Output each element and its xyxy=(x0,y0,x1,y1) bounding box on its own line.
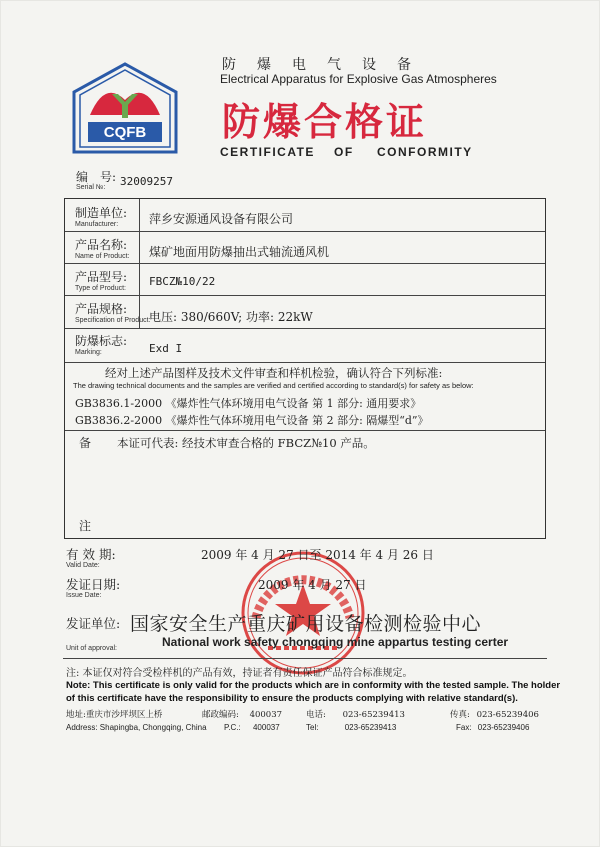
approval-unit-cn: 国家安全生产重庆矿用设备检测检验中心 xyxy=(130,613,482,635)
cert-word-2: OF xyxy=(334,145,354,159)
serial-value: 32009257 xyxy=(120,175,173,188)
standard-2: GB3836.2-2000 《爆炸性气体环境用电气设备 第 2 部分: 隔爆型“d”》 xyxy=(75,414,429,427)
postcode-cn: 邮政编码: 400037 xyxy=(202,710,283,720)
approval-label: 发证单位: xyxy=(66,616,121,631)
valid-date-value: 2009 年 4 月 27 日至 2014 年 4 月 26 日 xyxy=(201,548,434,562)
specification-value: 电压: 380/660V; 功率: 22kW xyxy=(149,310,313,324)
verification-text-en: The drawing technical documents and the samples are verified and certified according to standard(s) for safety as below: xyxy=(73,381,474,390)
product-name-label: 产品名称: Name of Product: xyxy=(75,238,130,260)
issue-date-value: 2009 年 4 月 27 日 xyxy=(258,578,367,592)
address-en: Address: Shapingba, Chongqing, China xyxy=(66,723,207,732)
notes-divider xyxy=(63,658,547,659)
title-cn-small: 防爆电气设备 xyxy=(222,57,432,73)
valid-date-label-en: Valid Date: xyxy=(66,562,100,569)
cert-word-1: CERTIFICATE xyxy=(220,145,315,159)
remarks-label-top: 备 xyxy=(79,436,92,450)
cert-word-3: CONFORMITY xyxy=(377,145,473,159)
approval-label-en: Unit of approval: xyxy=(66,645,117,652)
note-cn: 注: 本证仅对符合受检样机的产品有效，持证者有责任保证产品符合标准规定。 xyxy=(66,668,413,679)
specification-label: 产品规格: Specification of Product: xyxy=(75,302,151,324)
remarks-text: 本证可代表: 经技术审查合格的 FBCZ№10 产品。 xyxy=(117,436,375,450)
postcode-en: P.C.: 400037 xyxy=(224,723,280,732)
marking-value: Exd I xyxy=(149,342,183,355)
address-cn: 地址:重庆市沙坪坝区上桥 xyxy=(66,710,163,720)
manufacturer-label: 制造单位: Manufacturer: xyxy=(75,206,128,228)
cqfb-logo xyxy=(70,60,180,155)
title-en: Electrical Apparatus for Explosive Gas Atmospheres xyxy=(220,72,497,86)
note-en-line-1: Note: This certificate is only valid for the products which are in conformity with the tested sample. The holder xyxy=(66,680,561,691)
marking-label: 防爆标志: Marking: xyxy=(75,334,128,356)
issue-date-label-en: Issue Date: xyxy=(66,592,102,599)
valid-date-label: 有 效 期: xyxy=(66,547,116,562)
svg-text:CQFB: CQFB xyxy=(103,124,147,141)
details-table xyxy=(64,198,546,539)
manufacturer-value: 萍乡安源通风设备有限公司 xyxy=(149,212,294,226)
tel-en: Tel: 023-65239413 xyxy=(306,723,397,732)
tel-cn: 电话: 023-65239413 xyxy=(306,710,405,720)
approval-unit-en: National work safety chongqing mine appartus testing certer xyxy=(162,635,509,649)
product-type-value: FBCZ№10/22 xyxy=(149,275,216,288)
serial-label: 编 号: xyxy=(76,170,117,184)
product-type-label: 产品型号: Type of Product: xyxy=(75,270,128,292)
standard-1: GB3836.1-2000 《爆炸性气体环境用电气设备 第 1 部分: 通用要求》 xyxy=(75,397,422,410)
remarks-label-bottom: 注 xyxy=(79,519,92,533)
fax-cn: 传真: 023-65239406 xyxy=(450,710,539,720)
certificate-title: 防爆合格证 xyxy=(222,99,428,144)
issue-date-label: 发证日期: xyxy=(66,577,121,592)
product-name-value: 煤矿地面用防爆抽出式轴流通风机 xyxy=(149,245,330,259)
fax-en: Fax: 023-65239406 xyxy=(456,723,530,732)
serial-label-en: Serial №: xyxy=(76,184,106,191)
note-en-line-2: of this certificate have the responsibility to ensure the products complying with relative standard(s). xyxy=(66,693,518,704)
verification-text-cn: 经对上述产品图样及技术文件审查和样机检验，确认符合下列标准: xyxy=(105,366,443,380)
